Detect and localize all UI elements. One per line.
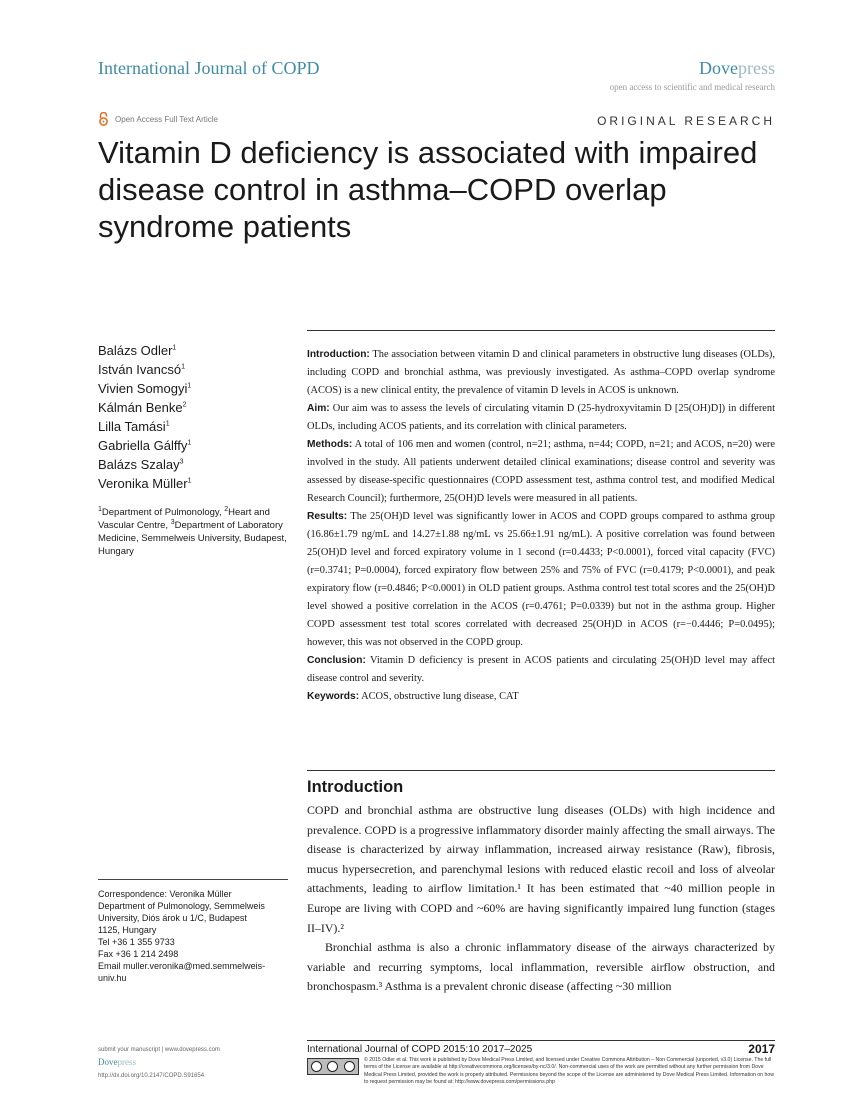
- author: Vivien Somogyi$^1$: [98, 381, 192, 396]
- author: Balázs Szalay$^3$: [98, 457, 184, 472]
- citation-line: International Journal of COPD 2015:10 2017–2025: [307, 1044, 533, 1055]
- submit-link[interactable]: submit your manuscript | www.dovepress.com: [98, 1047, 220, 1053]
- author: István Ivancsó$^1$: [98, 362, 186, 377]
- author: Veronika Müller$^1$: [98, 476, 192, 491]
- publisher-tagline: open access to scientific and medical research: [609, 82, 775, 92]
- author: Kálmán Benke$^2$: [98, 400, 187, 415]
- abstract-keywords: Keywords: ACOS, obstructive lung disease, CAT: [307, 691, 519, 702]
- open-access-icon: [98, 112, 109, 126]
- correspondence: Correspondence: Veronika Müller Department of Pulmonology, Semmelweis University, Diós árok u 1/C, Budapest 1125, Hungary Tel +36 1 355 9733 Fax +36 1 214 2498 Email muller.veronika@med.semmelweis- univ.hu: [98, 889, 266, 983]
- author: Balázs Odler$^1$: [98, 343, 177, 358]
- introduction-body: [307, 801, 775, 997]
- abstract-divider: [307, 330, 775, 331]
- journal-name: International Journal of COPD: [98, 58, 320, 78]
- introduction-heading: Introduction: [307, 778, 404, 796]
- abstract-introduction: Introduction: The association between vitamin D and clinical parameters in obstructive lung diseases (OLDs), including COPD and bronchial asthma, was previously investigated. As asthma–COPD overlap syndrome (ACOS) is a new clinical entity, the prevalence of vitamin D levels in ACOS is unknown.: [307, 349, 775, 396]
- open-access-note: [98, 112, 218, 126]
- article-type: ORIGINAL RESEARCH: [597, 114, 775, 128]
- publisher-logo: [699, 58, 775, 79]
- paragraph: Bronchial asthma is also a chronic inflammatory disease of the airways characterized by variable and recurring symptoms, local inflammation, reversible airflow obstruction, and bronchospasm.³ Asthma is a prevalent chronic disease (affecting ~30 million: [307, 940, 775, 994]
- license-text: © 2015 Odler et al. This work is published by Dove Medical Press Limited, and licensed under Creative Commons Attribution – Non Commercial (unported, v3.0) License. The full terms of the License are available at http://creativecommons.org/licenses/by-nc/3.0/. Non-commercial uses of the work are permitted without any further permission from Dove Medical Press Limited, provided the work is properly attributed. Permissions beyond the scope of the License are administered by Dove Medical Press Limited. Information on how to request permission may be found at: http://www.dovepress.com/permissions.php: [364, 1057, 775, 1085]
- footer-divider: [307, 1040, 775, 1041]
- paragraph: COPD and bronchial asthma are obstructive lung diseases (OLDs) with high incidence and prevalence. COPD is a progressive inflammatory disorder mainly affecting the small airways. The disease is characterized by airway inflammation, increased airway resistance (Raw), fibrosis, mucus hypersecretion, and parenchymal lesions with reduced elastic recoil and loss of alveolar attachments, leading to airflow limitation.¹ It has been estimated that ~40 million people in Europe are living with COPD and ~60% are having significantly impaired lung function (stages II–IV).²: [307, 803, 775, 935]
- doi-link[interactable]: http://dx.doi.org/10.2147/COPD.S91654: [98, 1073, 205, 1079]
- abstract: [307, 346, 775, 706]
- creative-commons-icon: [307, 1058, 359, 1075]
- article-title: Vitamin D deficiency is associated with impaired disease control in asthma–COPD overlap syndrome patients: [98, 135, 758, 244]
- correspondence-divider: [98, 879, 288, 880]
- brand-main: Dove: [699, 58, 738, 78]
- abstract-methods: Methods: A total of 106 men and women (control, n=21; asthma, n=44; COPD, n=21; and ACOS, n=20) were involved in the study. All patients underwent detailed clinical examinations; disease control and severity was assessed by disease-specific questionnaires (COPD assessment test, asthma control test, and modified Medical Research Council); furthermore, 25(OH)D levels were measured in all patients.: [307, 439, 775, 504]
- introduction-divider: [307, 770, 775, 771]
- abstract-aim: Aim: Our aim was to assess the levels of circulating vitamin D (25-hydroxyvitamin D [25(OH)D]) in different OLDs, including ACOS patients, and its correlation with clinical parameters.: [307, 403, 775, 432]
- footer-left: [98, 1044, 220, 1082]
- author-list: [98, 341, 298, 493]
- brand-sub: press: [738, 58, 775, 78]
- abstract-results: Results: The 25(OH)D level was significantly lower in ACOS and COPD groups compared to asthma group (16.86±1.79 ng/mL and 14.27±1.88 ng/mL vs 25.66±1.91 ng/mL). A positive correlation was found between 25(OH)D level and forced expiratory volume in 1 second (r=0.4433; P<0.0001), forced vital capacity (FVC) (r=0.3741; P=0.0004), forced expiratory flow between 25% and 75% of FVC (r=0.4179; P<0.0001), and peak expiratory flow (r=0.4846; P<0.0001) in OLD patient groups. Asthma control test total scores and the 25(OH)D level showed a positive correlation in the ACOS (r=0.4761; P=0.0339) but not in the asthma group. Higher COPD assessment test total scores correlated with decreased 25(OH)D in ACOS (r=−0.4446; P=0.0495); however, this was not observed in the COPD group.: [307, 511, 775, 648]
- open-access-label: Open Access Full Text Article: [115, 114, 219, 124]
- author: Lilla Tamási$^1$: [98, 419, 170, 434]
- abstract-conclusion: Conclusion: Vitamin D deficiency is present in ACOS patients and circulating 25(OH)D level may affect disease control and severity.: [307, 655, 775, 684]
- author: Gabriella Gálffy$^1$: [98, 438, 192, 453]
- page-number: 2017: [748, 1042, 775, 1056]
- footer-brand: Dovepress: [98, 1057, 136, 1067]
- affiliations: $^1$Department of Pulmonology, $^2$Heart and Vascular Centre, $^3$Department of Laboratory Medicine, Semmelweis University, Budapest, Hungary: [98, 505, 287, 557]
